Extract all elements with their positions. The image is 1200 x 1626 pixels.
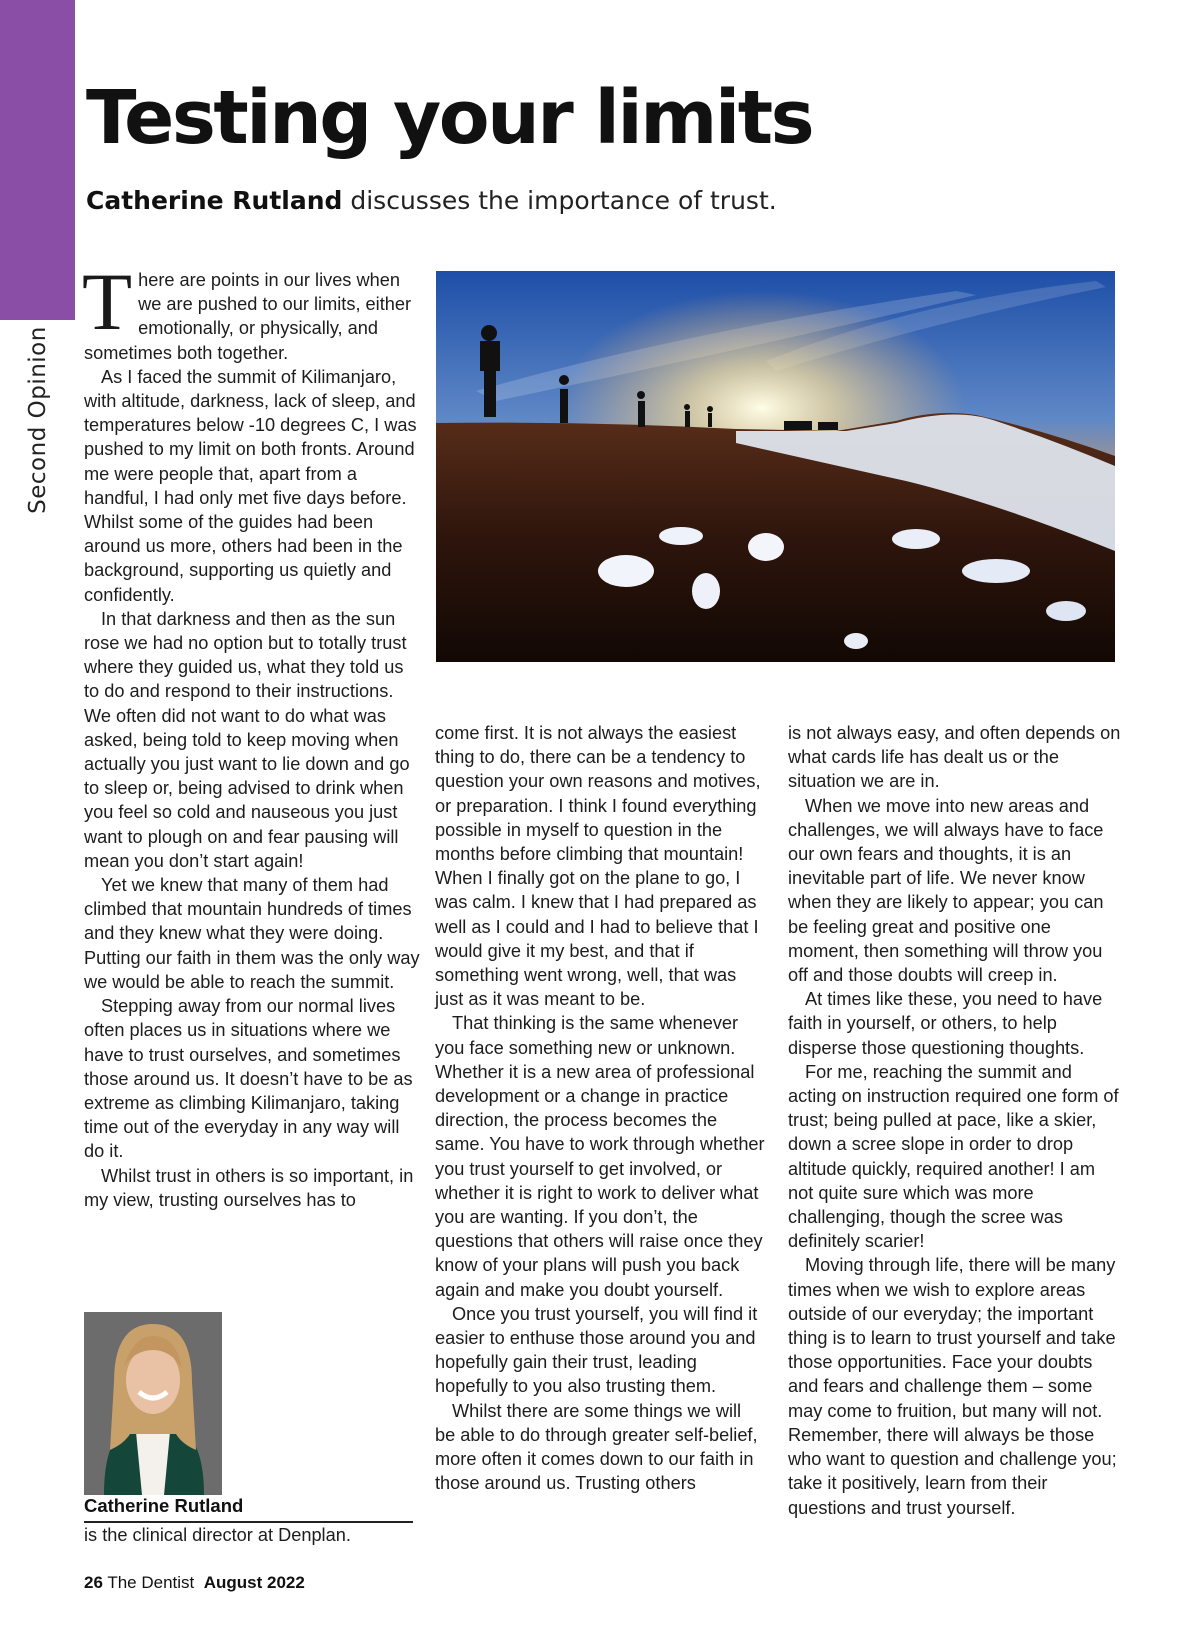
drop-cap: T xyxy=(82,256,133,347)
magazine-name: The Dentist xyxy=(107,1573,195,1592)
text-column-3 xyxy=(788,721,1121,1520)
paragraph: Yet we knew that many of them had climbed that mountain hundreds of times and they knew what they were doing. Putting our faith in them was the only way we would be able to reach the summit. xyxy=(84,875,420,992)
standfirst xyxy=(86,186,777,215)
paragraph: Stepping away from our normal lives often places us in situations where we have to trust ourselves, and sometimes those around us. It doesn’t have to be as extreme as climbing Kilimanjaro, taking time out of the everyday in any way will do it. xyxy=(84,996,413,1162)
paragraph: There are points in our lives when we are pushed to our limits, either emotionally, or physically, and sometimes both together. xyxy=(82,256,412,363)
paragraph: At times like these, you need to have faith in yourself, or others, to help disperse those questioning thoughts. xyxy=(788,989,1103,1058)
paragraph: Whilst trust in others is so important, in my view, trusting ourselves has to xyxy=(84,1165,414,1210)
section-label: Second Opinion xyxy=(25,326,51,514)
paragraph: For me, reaching the summit and acting on instruction required one form of trust; being pulled at pace, like a skier, down a scree slope in order to drop altitude quickly, required another! I am not quite sure which was more challenging, though the scree was definitely scarier! xyxy=(788,1061,1119,1252)
author-role: is the clinical director at Denplan. xyxy=(84,1525,351,1545)
article-title: Testing your limits xyxy=(86,75,813,161)
paragraph: In that darkness and then as the sun rose we had no option but to totally trust where they guided us, what they told us to do and respond to their instructions. We often did not want to do what was asked, being told to keep moving when actually you just want to lie down and go to sleep or, being advised to drink when you feel so cold and nauseous you just want to plough on and fear pausing will mean you don’t start again! xyxy=(84,608,410,871)
paragraph: Moving through life, there will be many times when we wish to explore areas outside of our everyday; the important thing is to learn to trust yourself and take those opportunities. Face your doubts and fears and challenge them – some may come to fruition, but many will not. Remember, there will always be those who want to question and challenge you; take it positively, learn from their questions and trust yourself. xyxy=(788,1255,1117,1518)
paragraph: Once you trust yourself, you will find it easier to enthuse those around you and hopefully gain their trust, leading hopefully to you also trusting them. xyxy=(435,1303,758,1397)
paragraph: Whilst there are some things we will be able to do through greater self-belief, more often it comes down to our faith in those around us. Trusting others xyxy=(435,1400,758,1494)
author-portrait xyxy=(84,1312,222,1495)
author-divider xyxy=(84,1521,413,1523)
issue-date: August 2022 xyxy=(203,1573,305,1592)
kilimanjaro-summit-photo xyxy=(436,271,1115,662)
paragraph: That thinking is the same whenever you face something new or unknown. Whether it is a new area of professional development or a change in practice direction, the process becomes the same. You have to work through whether you trust yourself to get involved, or whether it is right to work to deliver what you are wanting. If you don’t, the questions that others will raise once they know of your plans will push you back again and make you doubt yourself. xyxy=(435,1013,765,1300)
standfirst-author: Catherine Rutland xyxy=(86,186,343,215)
paragraph: When we move into new areas and challenges, we will always have to face our own fears and thoughts, it is an inevitable part of life. We never know when they are likely to appear; you can be feeling great and positive one moment, then something will throw you off and those doubts will creep in. xyxy=(788,795,1104,986)
text-column-2 xyxy=(435,721,766,1496)
paragraph: come first. It is not always the easiest thing to do, there can be a tendency to question your own reasons and motives, or preparation. I think I found everything possible in myself to question in the months before climbing that mountain! When I finally got on the plane to go, I was calm. I knew that I had prepared as well as I could and I had to believe that I would give it my best, and that if something went wrong, well, that was just as it was meant to be. xyxy=(435,723,761,1010)
section-color-bar xyxy=(0,0,75,320)
text-column-1 xyxy=(82,256,420,1212)
paragraph: is not always easy, and often depends on what cards life has dealt us or the situation we are in. xyxy=(788,723,1121,792)
paragraph: As I faced the summit of Kilimanjaro, with altitude, darkness, lack of sleep, and temperatures below -10 degrees C, I was pushed to my limit on both fronts. Around me were people that, apart from a handful, I had only met five days before. Whilst some of the guides had been around us more, others had been in the background, supporting us quietly and confidently. xyxy=(84,366,417,605)
author-name: Catherine Rutland xyxy=(84,1495,244,1516)
page-number: 26 xyxy=(84,1573,103,1592)
standfirst-text: discusses the importance of trust. xyxy=(342,186,777,215)
page-footer xyxy=(84,1573,305,1593)
